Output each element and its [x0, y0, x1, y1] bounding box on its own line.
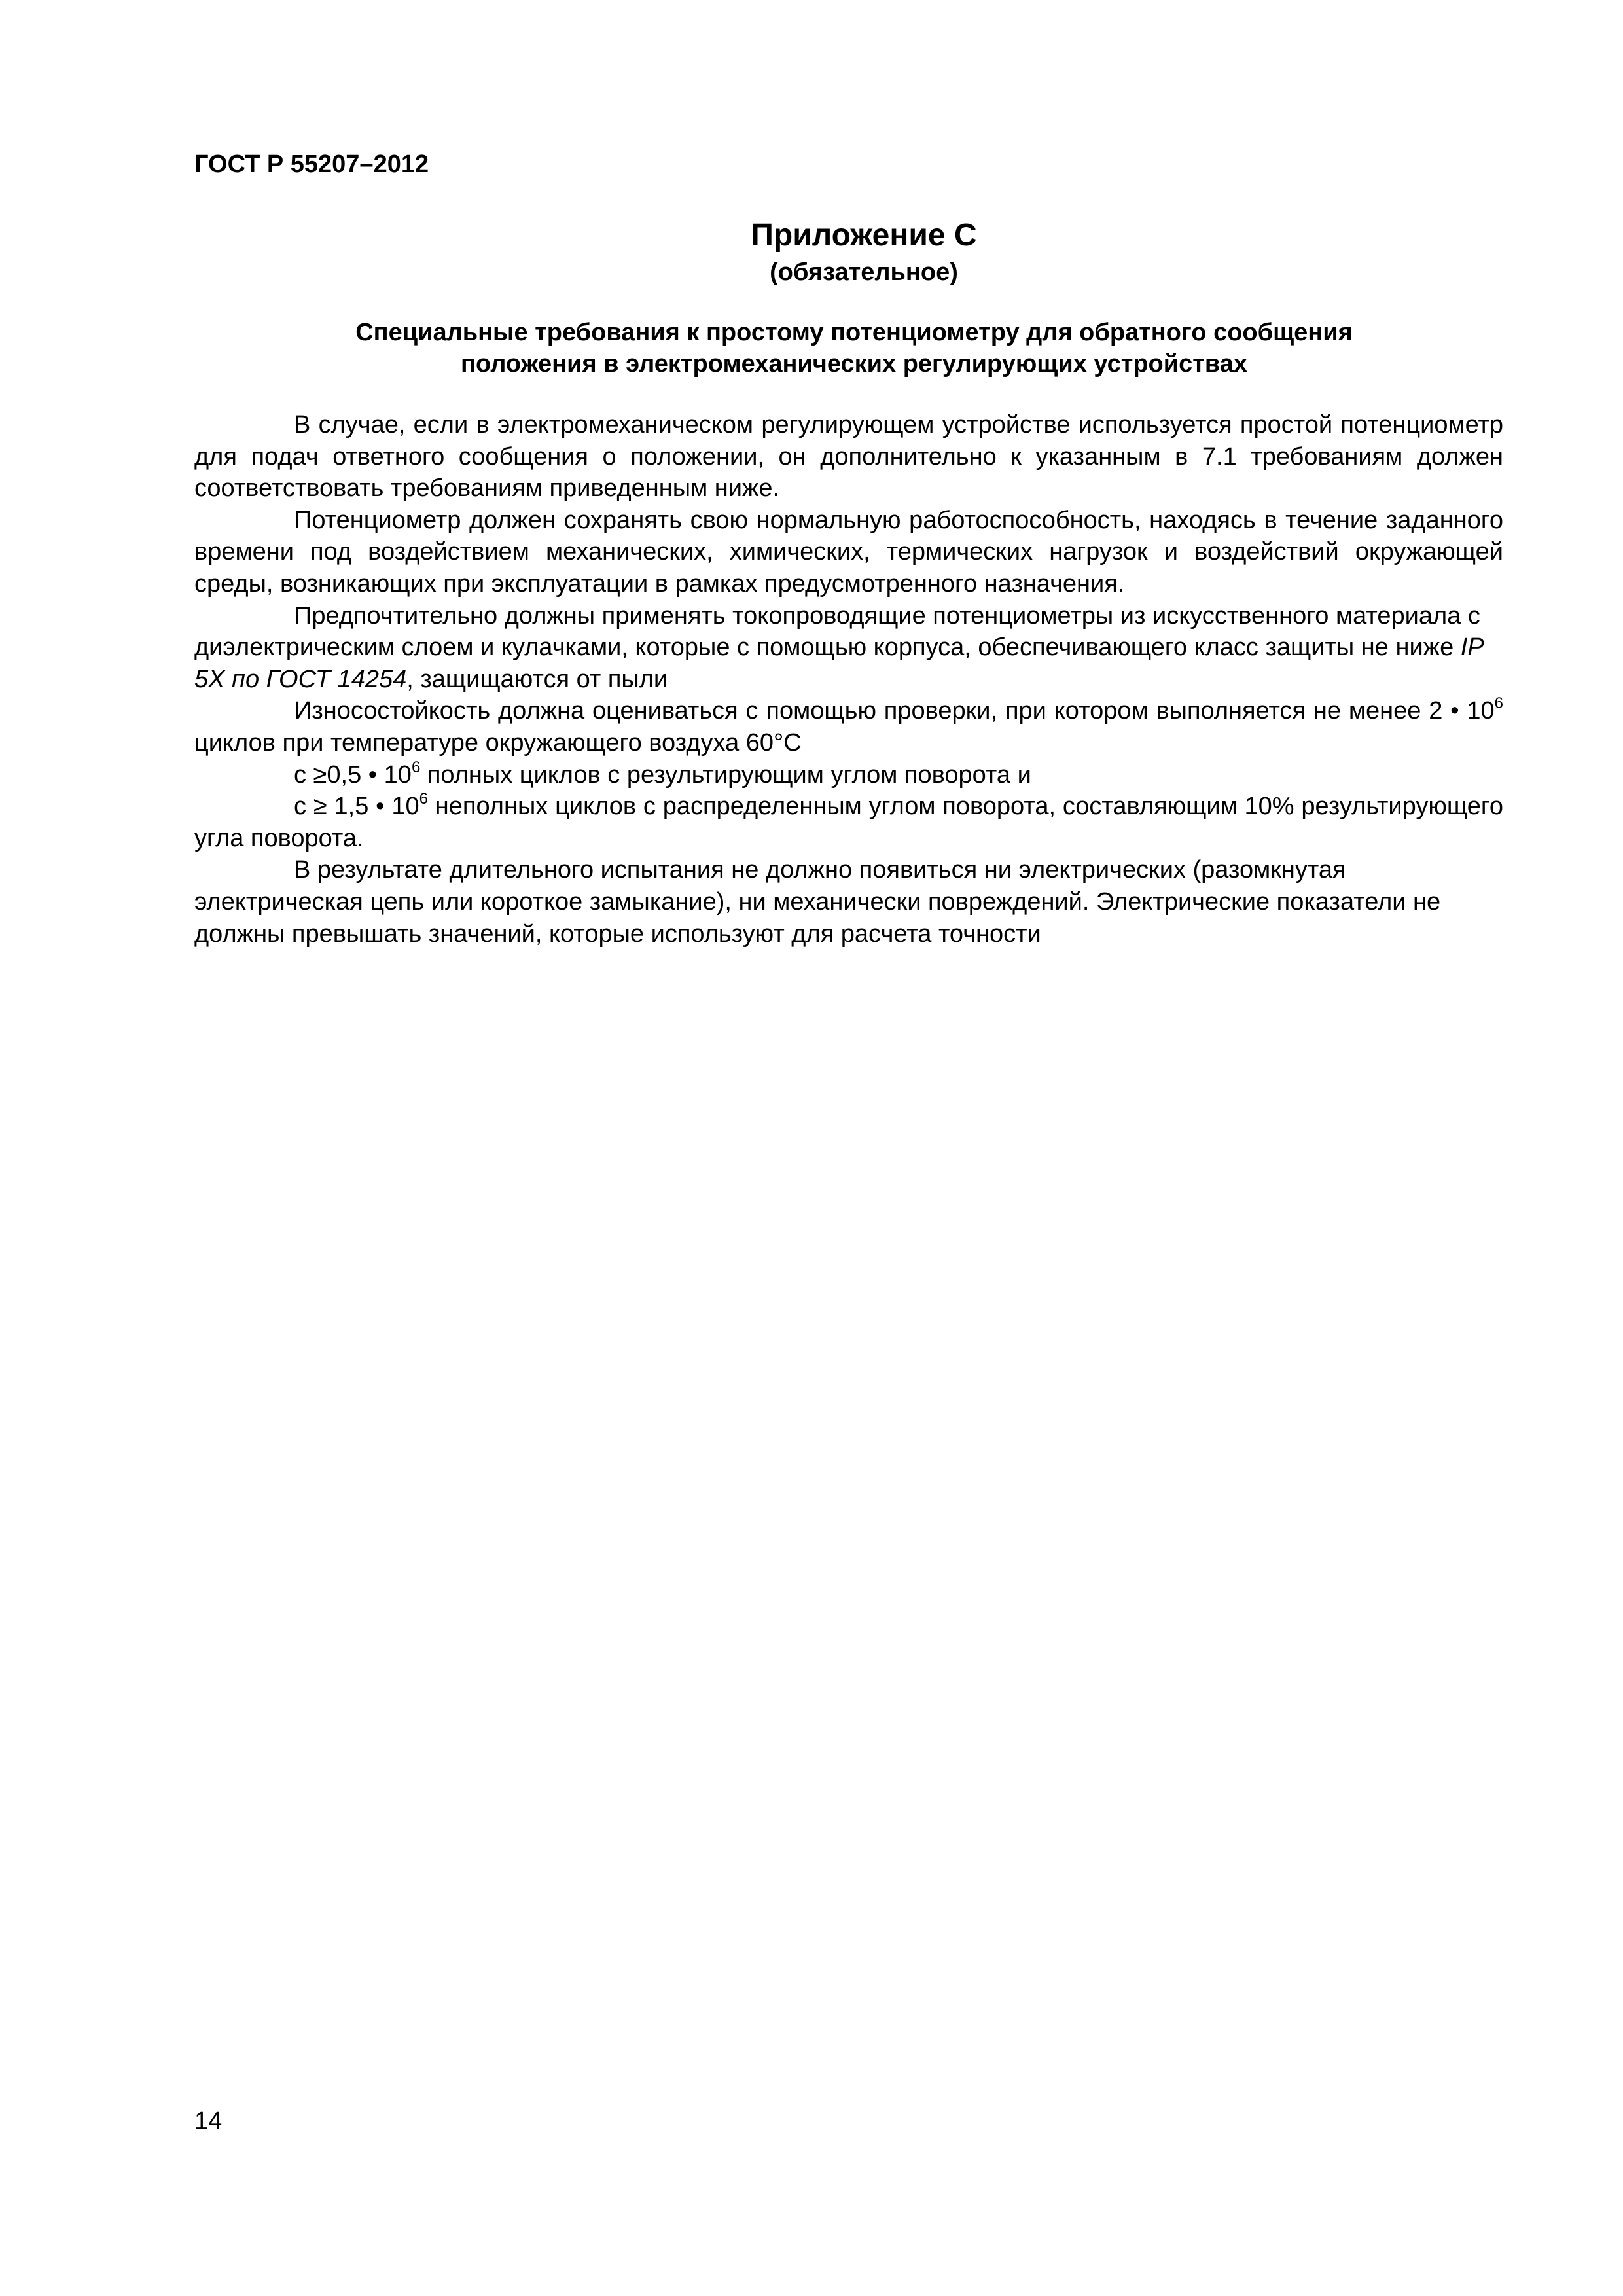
paragraph-5-text-a: с ≥0,5 • 10 — [294, 761, 412, 789]
paragraph-3-standard-ref: IP 5X по ГОСТ 14254 — [194, 634, 1484, 693]
paragraph-5-exponent: 6 — [411, 758, 421, 776]
paragraph-7: В результате длительного испытания не должно появиться ни электрических (разомкнутая электрическая цепь или короткое замыкание), ни механически повреждений. Электрические показатели не должны превышать значений, которые используют для расчета точности — [194, 856, 1441, 948]
paragraph-4 — [194, 695, 1503, 759]
paragraph-4-text-a: Износостойкость должна оцениваться с помощью проверки, при котором выполняется не менее 2 • 10 — [294, 697, 1495, 725]
section-heading-line-1: Специальные требования к простому потенциометру для обратного сообщения — [355, 319, 1353, 346]
document-standard-number: ГОСТ Р 55207–2012 — [194, 151, 429, 178]
paragraph-3-text-a: Предпочтительно должны применять токопроводящие потенциометры из искусственного материала с диэлектрическим слоем и кулачками, которые с помощью корпуса, обеспечивающего класс защиты не ниже — [194, 601, 1480, 662]
paragraph-6 — [194, 791, 1503, 854]
paragraph-3 — [194, 600, 1503, 696]
appendix-title: Приложение С — [751, 218, 977, 253]
section-heading-line-2: положения в электромеханических регулирующих устройствах — [461, 350, 1247, 378]
page-number: 14 — [194, 2108, 223, 2135]
paragraph-6-exponent: 6 — [419, 790, 428, 808]
paragraph-6-text-a: с ≥ 1,5 • 10 — [294, 793, 419, 821]
body-text — [194, 409, 1503, 950]
appendix-status: (обязательное) — [770, 259, 958, 286]
paragraph-2: Потенциометр должен сохранять свою нормальную работоспособность, находясь в течение заданного времени под воздействием механических, химических, термических нагрузок и воздействий окружающей среды, возникающих при эксплуатации в рамках предусмотренного назначения. — [194, 506, 1503, 598]
paragraph-4-exponent: 6 — [1494, 694, 1503, 713]
paragraph-1: В случае, если в электромеханическом регулирующем устройстве используется простой потенциометр для подач ответного сообщения о положении, он дополнительно к указанным в 7.1 требованиям должен соответствовать требованиям приведенным ниже. — [194, 411, 1503, 503]
paragraph-3-text-b: , защищаются от пыли — [406, 665, 668, 693]
paragraph-6-text-b: неполных циклов с распределенным углом поворота, составляющим 10% результирующего угла поворота. — [194, 793, 1503, 852]
paragraph-5 — [194, 759, 1503, 791]
section-heading — [194, 317, 1514, 380]
paragraph-5-text-b: полных циклов с результирующим углом поворота и — [420, 761, 1031, 789]
paragraph-4-text-b: циклов при температуре окружающего воздуха 60°С — [194, 728, 802, 757]
